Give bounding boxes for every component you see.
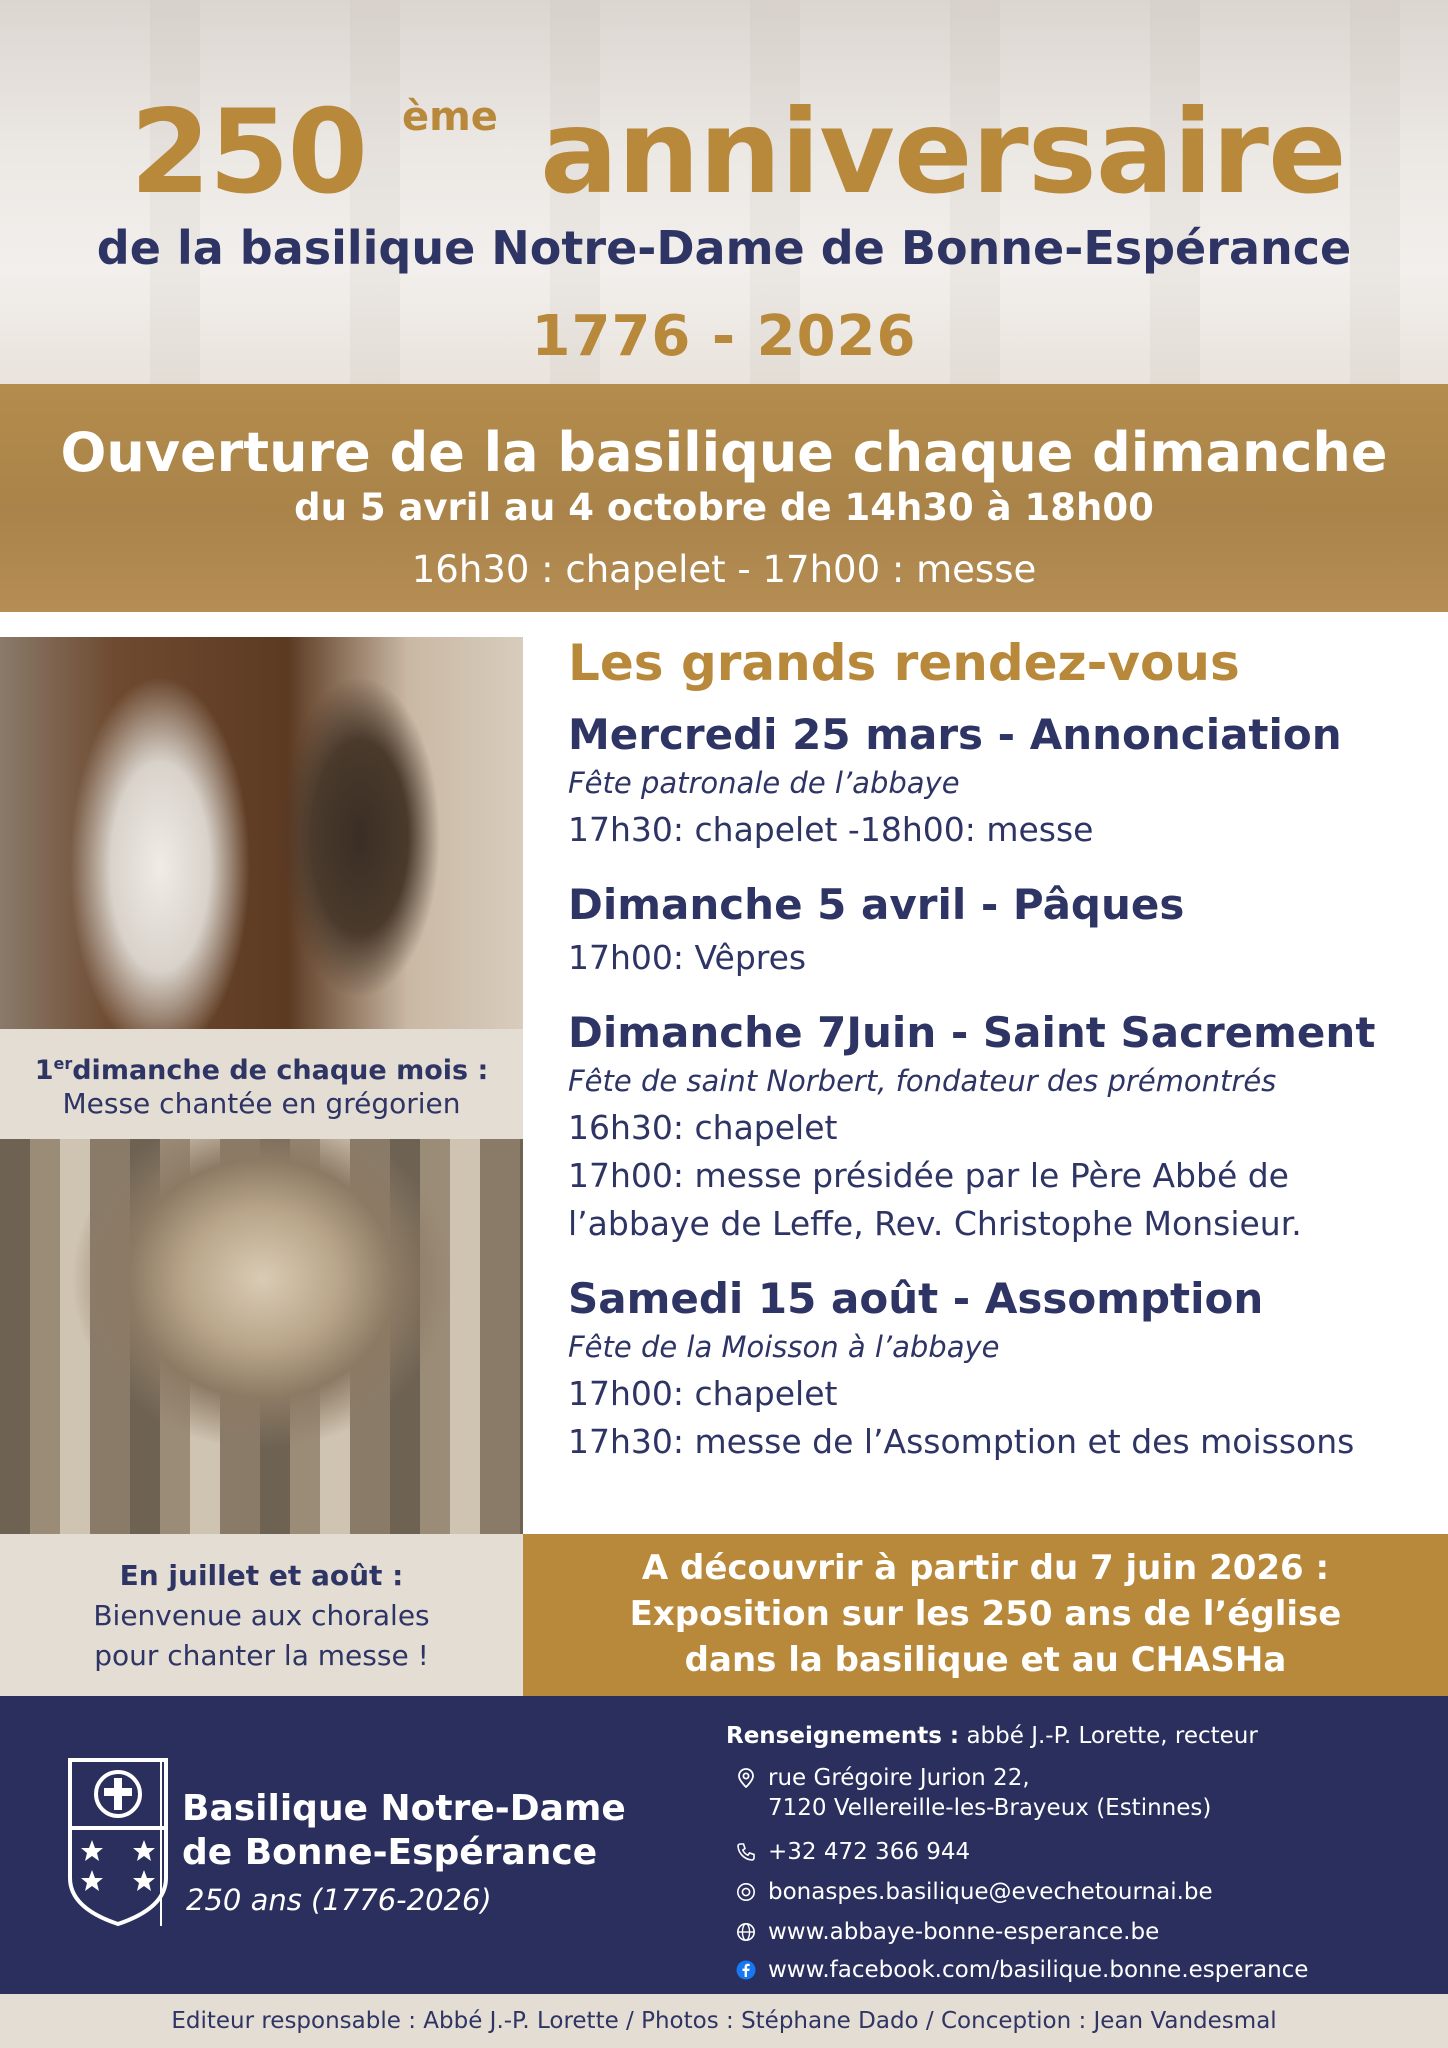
events-section xyxy=(568,633,1428,1533)
logo-name-line-2: de Bonne-Espérance xyxy=(182,1832,598,1873)
header xyxy=(0,0,1448,384)
event-line: 16h30: chapelet xyxy=(568,1108,838,1147)
years: 1776 - 2026 xyxy=(531,304,917,369)
footer xyxy=(0,1696,1448,1994)
event-subtitle-saint-sacrement: Fête de saint Norbert, fondateur des prémontrés xyxy=(568,1064,1277,1098)
summer-choirs-banner xyxy=(0,1534,523,1696)
facebook-icon xyxy=(736,1960,756,1980)
opening-banner xyxy=(0,384,1448,612)
main-title xyxy=(130,85,1346,220)
address-line-1: rue Grégoire Jurion 22, xyxy=(768,1765,1030,1791)
map-pin-icon xyxy=(736,1768,756,1788)
event-subtitle-assomption: Fête de la Moisson à l’abbaye xyxy=(568,1330,1000,1364)
title-number: 250 xyxy=(130,85,367,220)
info-label: Renseignements : xyxy=(726,1723,960,1749)
event-line: 17h00: Vêpres xyxy=(568,938,807,977)
info-contact: abbé J.-P. Lorette, recteur xyxy=(966,1723,1258,1749)
events-heading: Les grands rendez-vous xyxy=(568,634,1240,692)
monthly-line-2: Messe chantée en grégorien xyxy=(62,1087,461,1120)
summer-line-3: pour chanter la messe ! xyxy=(94,1639,429,1672)
contact-info xyxy=(726,1706,1436,1996)
website-link[interactable]: www.abbaye-bonne-esperance.be xyxy=(768,1919,1160,1945)
opening-times: 16h30 : chapelet - 17h00 : messe xyxy=(411,548,1037,591)
summer-line-2: Bienvenue aux chorales xyxy=(93,1599,430,1632)
phone-icon xyxy=(736,1842,756,1862)
opening-title: Ouverture de la basilique chaque dimanche xyxy=(60,421,1388,484)
credits: Editeur responsable : Abbé J.-P. Lorette / Photos : Stéphane Dado / Conception : Jean Vandesmal xyxy=(0,1994,1448,2048)
expo-line-3: dans la basilique et au CHASHa xyxy=(684,1640,1287,1680)
event-line: 17h00: chapelet xyxy=(568,1374,838,1413)
exhibition-banner xyxy=(523,1534,1448,1696)
statue-photo xyxy=(0,637,523,1029)
event-title-saint-sacrement: Dimanche 7Juin - Saint Sacrement xyxy=(568,1008,1376,1057)
dome-photo xyxy=(0,1139,523,1534)
event-title-paques: Dimanche 5 avril - Pâques xyxy=(568,880,1185,929)
facebook-link[interactable]: www.facebook.com/basilique.bonne.esperance xyxy=(768,1957,1309,1983)
event-subtitle-annonciation: Fête patronale de l’abbaye xyxy=(568,766,960,800)
event-line: l’abbaye de Leffe, Rev. Christophe Monsieur. xyxy=(568,1204,1302,1243)
phone-number[interactable]: +32 472 366 944 xyxy=(768,1839,971,1865)
event-line: 17h00: messe présidée par le Père Abbé de xyxy=(568,1156,1289,1195)
expo-line-1: A découvrir à partir du 7 juin 2026 : xyxy=(641,1548,1330,1588)
event-title-assomption: Samedi 15 août - Assomption xyxy=(568,1274,1264,1323)
event-line: 17h30: messe de l’Assomption et des moissons xyxy=(568,1422,1355,1461)
logo-name-line-1: Basilique Notre-Dame xyxy=(182,1788,626,1829)
crest-logo-icon xyxy=(62,1758,174,1928)
event-title-annonciation: Mercredi 25 mars - Annonciation xyxy=(568,710,1342,759)
info-heading xyxy=(726,1720,1258,1752)
logo-divider xyxy=(160,1758,162,1926)
title-word: anniversaire xyxy=(540,85,1346,220)
at-sign-icon xyxy=(736,1882,756,1902)
logo-years: 250 ans (1776-2026) xyxy=(186,1883,492,1917)
title-superscript: ème xyxy=(402,94,498,140)
opening-dates: du 5 avril au 4 octobre de 14h30 à 18h00 xyxy=(294,486,1154,529)
address-line-2: 7120 Vellereille-les-Brayeux (Estinnes) xyxy=(768,1795,1212,1821)
subtitle: de la basilique Notre-Dame de Bonne-Espérance xyxy=(96,221,1352,275)
globe-icon xyxy=(736,1922,756,1942)
monthly-ordinal-sup: er xyxy=(53,1054,73,1073)
monthly-line-1-text: dimanche de chaque mois : xyxy=(72,1055,489,1086)
expo-line-2: Exposition sur les 250 ans de l’église xyxy=(629,1594,1342,1634)
email-link[interactable]: bonaspes.basilique@evechetournai.be xyxy=(768,1879,1213,1905)
monthly-ordinal: 1 xyxy=(34,1055,54,1086)
summer-line-1: En juillet et août : xyxy=(119,1559,404,1592)
event-line: 17h30: chapelet -18h00: messe xyxy=(568,810,1094,849)
monthly-mass-banner xyxy=(0,1029,523,1139)
